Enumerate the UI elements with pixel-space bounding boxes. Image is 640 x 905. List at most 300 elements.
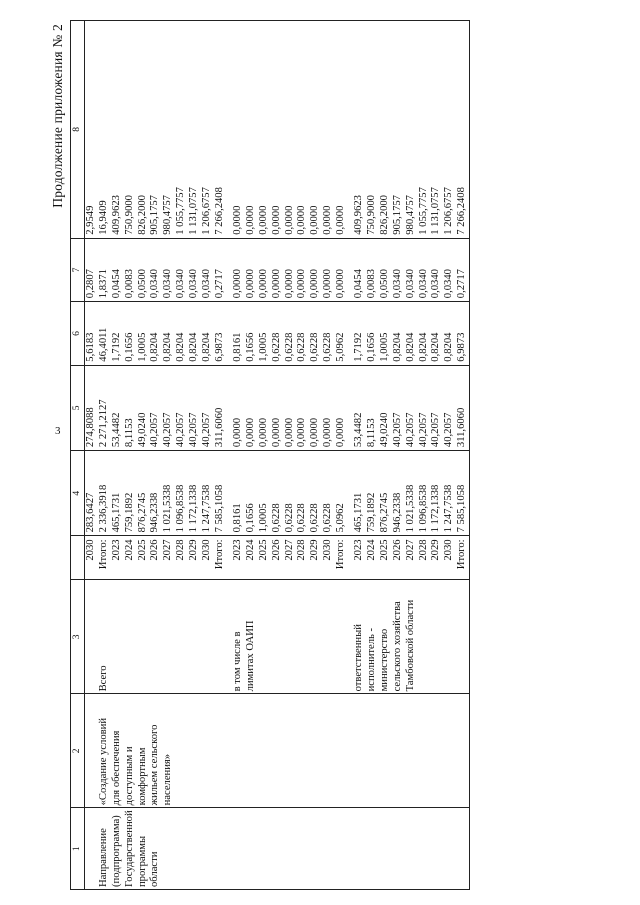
table-cell: 5,0962 bbox=[335, 451, 348, 536]
table-cell: 0,0000 bbox=[296, 365, 309, 450]
table-cell: 0,0340 bbox=[188, 238, 201, 301]
table-row bbox=[84, 21, 97, 890]
table-cell bbox=[456, 580, 469, 694]
table-cell: 750,9000 bbox=[124, 21, 137, 239]
table-cell: 0,0340 bbox=[201, 238, 214, 301]
table-cell: 53,4482 bbox=[353, 365, 366, 450]
table-row bbox=[175, 21, 188, 890]
table-cell: 16,9409 bbox=[98, 21, 111, 239]
table-cell: 0,2717 bbox=[456, 238, 469, 301]
table-cell bbox=[309, 808, 322, 890]
table-cell bbox=[245, 694, 258, 808]
table-cell: 1,7192 bbox=[353, 302, 366, 366]
table-cell: 465,1731 bbox=[111, 451, 124, 536]
table-cell: 2024 bbox=[245, 536, 258, 580]
table-cell bbox=[84, 694, 97, 808]
table-cell bbox=[392, 808, 405, 890]
table-cell: 2029 bbox=[309, 536, 322, 580]
table-cell: 1 247,7538 bbox=[201, 451, 214, 536]
table-cell: 0,0000 bbox=[245, 238, 258, 301]
table-cell: 0,0340 bbox=[175, 238, 188, 301]
table-cell bbox=[392, 694, 405, 808]
table-cell: 2030 bbox=[201, 536, 214, 580]
table-cell: Итого: bbox=[335, 536, 348, 580]
table-cell: 8,1153 bbox=[366, 365, 379, 450]
table-cell bbox=[271, 808, 284, 890]
table-cell bbox=[214, 580, 227, 694]
table-cell: 876,2745 bbox=[137, 451, 150, 536]
table-cell: 0,1656 bbox=[245, 302, 258, 366]
table-cell bbox=[271, 580, 284, 694]
table-cell: 53,4482 bbox=[111, 365, 124, 450]
table-cell: 2026 bbox=[392, 536, 405, 580]
table-cell: 0,6228 bbox=[296, 302, 309, 366]
table-cell: 409,9623 bbox=[353, 21, 366, 239]
table-cell: 1 021,5338 bbox=[405, 451, 418, 536]
table-cell: 0,0454 bbox=[111, 238, 124, 301]
table-cell: 2025 bbox=[258, 536, 271, 580]
table-cell: 905,1757 bbox=[392, 21, 405, 239]
table-cell bbox=[366, 808, 379, 890]
table-cell: Итого: bbox=[456, 536, 469, 580]
table-cell: 40,2057 bbox=[188, 365, 201, 450]
table-cell: 5,0962 bbox=[335, 302, 348, 366]
table-cell bbox=[322, 694, 335, 808]
table-row bbox=[214, 21, 227, 890]
table-cell: 0,1656 bbox=[124, 302, 137, 366]
table-cell: 0,0000 bbox=[322, 365, 335, 450]
table-cell: 0,0454 bbox=[353, 238, 366, 301]
table-cell: 1 131,0757 bbox=[430, 21, 443, 239]
table-cell: 7 266,2408 bbox=[456, 21, 469, 239]
table-cell: 409,9623 bbox=[111, 21, 124, 239]
table-cell: 1,7192 bbox=[111, 302, 124, 366]
column-number-1: 1 bbox=[71, 808, 85, 890]
table-cell: 49,0240 bbox=[379, 365, 392, 450]
table-cell: 2030 bbox=[84, 536, 97, 580]
table-cell: 0,0000 bbox=[309, 21, 322, 239]
table-cell: 0,0000 bbox=[271, 21, 284, 239]
table-cell: 2027 bbox=[405, 536, 418, 580]
table-cell: 40,2057 bbox=[149, 365, 162, 450]
table-cell bbox=[379, 694, 392, 808]
table-cell bbox=[430, 694, 443, 808]
table-cell: 1 172,1338 bbox=[430, 451, 443, 536]
table-cell: Итого: bbox=[214, 536, 227, 580]
table-cell: 0,8204 bbox=[418, 302, 431, 366]
table-cell: 0,0000 bbox=[335, 365, 348, 450]
table-row bbox=[456, 21, 469, 890]
table-cell: 1 055,7757 bbox=[418, 21, 431, 239]
table-cell: в том числе в bbox=[232, 580, 245, 694]
table-cell: 311,6060 bbox=[214, 365, 227, 450]
table-cell: для обеспечения bbox=[111, 694, 124, 808]
table-cell: 0,0340 bbox=[392, 238, 405, 301]
table-cell bbox=[201, 808, 214, 890]
table-cell bbox=[232, 808, 245, 890]
table-cell: 2023 bbox=[111, 536, 124, 580]
table-cell: 0,0083 bbox=[124, 238, 137, 301]
table-cell: 2027 bbox=[162, 536, 175, 580]
table-cell: 0,2807 bbox=[84, 238, 97, 301]
table-row bbox=[124, 21, 137, 890]
finance-table bbox=[70, 20, 470, 890]
table-cell: населения» bbox=[162, 694, 175, 808]
table-cell: 1,0005 bbox=[137, 302, 150, 366]
column-number-3: 3 bbox=[71, 580, 85, 694]
table-cell: 40,2057 bbox=[443, 365, 456, 450]
table-cell: 6,9873 bbox=[214, 302, 227, 366]
table-cell: 1,8371 bbox=[98, 238, 111, 301]
table-cell: 1 021,5338 bbox=[162, 451, 175, 536]
table-cell: 0,8204 bbox=[430, 302, 443, 366]
table-cell bbox=[322, 580, 335, 694]
table-cell bbox=[353, 808, 366, 890]
column-number-2: 2 bbox=[71, 694, 85, 808]
table-row bbox=[353, 21, 366, 890]
table-cell: 0,8204 bbox=[443, 302, 456, 366]
table-cell: 0,0000 bbox=[258, 238, 271, 301]
table-row bbox=[245, 21, 258, 890]
table-cell: 274,8088 bbox=[84, 365, 97, 450]
table-cell: 40,2057 bbox=[162, 365, 175, 450]
table-cell: 40,2057 bbox=[430, 365, 443, 450]
table-cell: 1 096,8538 bbox=[418, 451, 431, 536]
table-cell: 0,0000 bbox=[335, 21, 348, 239]
table-cell: 0,0340 bbox=[405, 238, 418, 301]
table-cell: 40,2057 bbox=[201, 365, 214, 450]
table-row bbox=[366, 21, 379, 890]
table-row bbox=[430, 21, 443, 890]
table-cell: 0,8204 bbox=[201, 302, 214, 366]
table-row bbox=[137, 21, 150, 890]
table-cell bbox=[456, 808, 469, 890]
table-cell: 0,0340 bbox=[418, 238, 431, 301]
table-cell: 0,8204 bbox=[175, 302, 188, 366]
table-cell bbox=[188, 694, 201, 808]
table-cell: 980,4757 bbox=[162, 21, 175, 239]
table-cell bbox=[430, 580, 443, 694]
table-cell: 826,2000 bbox=[137, 21, 150, 239]
table-cell: 0,0000 bbox=[258, 21, 271, 239]
table-row bbox=[284, 21, 297, 890]
table-cell bbox=[175, 694, 188, 808]
table-cell: 750,9000 bbox=[366, 21, 379, 239]
column-number-4 bbox=[71, 536, 85, 580]
table-cell: 2023 bbox=[353, 536, 366, 580]
table-cell: 283,6427 bbox=[84, 451, 97, 536]
table-cell bbox=[296, 808, 309, 890]
table-cell: 826,2000 bbox=[379, 21, 392, 239]
table-cell bbox=[162, 808, 175, 890]
table-row bbox=[258, 21, 271, 890]
table-cell: 0,0340 bbox=[149, 238, 162, 301]
table-cell: 0,0000 bbox=[309, 238, 322, 301]
table-cell: доступным и bbox=[124, 694, 137, 808]
table-cell: 0,8204 bbox=[162, 302, 175, 366]
table-row bbox=[149, 21, 162, 890]
table-cell bbox=[379, 808, 392, 890]
table-cell bbox=[188, 580, 201, 694]
column-number-5: 4 bbox=[71, 451, 85, 536]
table-cell: 311,6060 bbox=[456, 365, 469, 450]
table-cell: 40,2057 bbox=[392, 365, 405, 450]
table-cell: 40,2057 bbox=[405, 365, 418, 450]
table-cell: 0,6228 bbox=[309, 302, 322, 366]
table-cell: 2028 bbox=[418, 536, 431, 580]
table-cell bbox=[175, 580, 188, 694]
table-cell bbox=[430, 808, 443, 890]
table-cell bbox=[284, 580, 297, 694]
table-cell: 0,0000 bbox=[284, 365, 297, 450]
table-cell bbox=[258, 694, 271, 808]
table-cell: 0,0083 bbox=[366, 238, 379, 301]
table-row bbox=[188, 21, 201, 890]
table-row bbox=[443, 21, 456, 890]
table-cell: министерство bbox=[379, 580, 392, 694]
table-cell: 0,8204 bbox=[392, 302, 405, 366]
table-cell bbox=[335, 580, 348, 694]
table-cell: 49,0240 bbox=[137, 365, 150, 450]
table-body bbox=[84, 21, 469, 890]
table-cell bbox=[137, 580, 150, 694]
column-number-6: 5 bbox=[71, 365, 85, 450]
table-cell: 0,0000 bbox=[335, 238, 348, 301]
rotated-page bbox=[52, 20, 600, 890]
table-cell: 0,0000 bbox=[245, 365, 258, 450]
table-cell: 1 206,6757 bbox=[443, 21, 456, 239]
table-cell: 0,0000 bbox=[322, 238, 335, 301]
table-cell: 2030 bbox=[443, 536, 456, 580]
table-cell bbox=[296, 694, 309, 808]
table-cell bbox=[443, 694, 456, 808]
table-cell: 0,0340 bbox=[162, 238, 175, 301]
table-cell bbox=[309, 580, 322, 694]
table-cell: Государственной bbox=[124, 808, 137, 890]
table-row bbox=[296, 21, 309, 890]
table-row bbox=[162, 21, 175, 890]
table-cell: 980,4757 bbox=[405, 21, 418, 239]
table-cell: 0,0000 bbox=[296, 238, 309, 301]
table-cell: 0,8204 bbox=[149, 302, 162, 366]
table-cell: 0,0000 bbox=[232, 21, 245, 239]
table-cell: 946,2338 bbox=[392, 451, 405, 536]
table-cell: 2023 bbox=[232, 536, 245, 580]
table-cell: 0,6228 bbox=[284, 302, 297, 366]
table-cell: 0,0000 bbox=[284, 21, 297, 239]
table-cell: исполнитель - bbox=[366, 580, 379, 694]
table-cell: 0,0000 bbox=[232, 365, 245, 450]
table-cell: 0,6228 bbox=[322, 451, 335, 536]
table-cell: 0,0000 bbox=[309, 365, 322, 450]
table-row bbox=[98, 21, 111, 890]
table-cell: 46,4011 bbox=[98, 302, 111, 366]
table-cell: 2025 bbox=[379, 536, 392, 580]
table-cell: 1,0005 bbox=[258, 302, 271, 366]
table-cell: 0,6228 bbox=[284, 451, 297, 536]
table-cell: 0,0340 bbox=[443, 238, 456, 301]
table-cell bbox=[309, 694, 322, 808]
table-cell bbox=[296, 580, 309, 694]
table-cell bbox=[84, 808, 97, 890]
table-cell: 1 131,0757 bbox=[188, 21, 201, 239]
table-row bbox=[392, 21, 405, 890]
table-cell: комфортным bbox=[137, 694, 150, 808]
table-row bbox=[405, 21, 418, 890]
table-cell bbox=[443, 580, 456, 694]
table-cell: 0,6228 bbox=[309, 451, 322, 536]
table-cell bbox=[335, 694, 348, 808]
table-cell bbox=[232, 694, 245, 808]
table-cell: программы bbox=[137, 808, 150, 890]
table-cell bbox=[405, 694, 418, 808]
table-cell: 0,1656 bbox=[245, 451, 258, 536]
table-cell: 0,0000 bbox=[271, 238, 284, 301]
column-number-7: 6 bbox=[71, 302, 85, 366]
table-cell: 1,0005 bbox=[379, 302, 392, 366]
table-cell bbox=[188, 808, 201, 890]
table-cell: 0,0000 bbox=[232, 238, 245, 301]
table-cell: 0,2717 bbox=[214, 238, 227, 301]
table-cell: 2026 bbox=[149, 536, 162, 580]
table-row bbox=[335, 21, 348, 890]
table-cell: 2027 bbox=[284, 536, 297, 580]
table-cell: 0,8204 bbox=[188, 302, 201, 366]
table-cell: лимитах ОАИП bbox=[245, 580, 258, 694]
table-cell: Всего bbox=[98, 580, 111, 694]
column-number-row bbox=[71, 21, 85, 890]
table-cell: 40,2057 bbox=[418, 365, 431, 450]
table-cell bbox=[418, 580, 431, 694]
table-row bbox=[271, 21, 284, 890]
table-cell: 40,2057 bbox=[175, 365, 188, 450]
table-cell: 6,9873 bbox=[456, 302, 469, 366]
table-cell: 0,0000 bbox=[245, 21, 258, 239]
table-cell bbox=[366, 694, 379, 808]
table-cell: 1 096,8538 bbox=[175, 451, 188, 536]
table-cell: 2029 bbox=[188, 536, 201, 580]
table-cell bbox=[353, 694, 366, 808]
table-row bbox=[322, 21, 335, 890]
table-cell: 0,8161 bbox=[232, 302, 245, 366]
table-cell: 465,1731 bbox=[353, 451, 366, 536]
table-cell bbox=[84, 580, 97, 694]
table-row bbox=[418, 21, 431, 890]
table-cell bbox=[175, 808, 188, 890]
table-cell: 905,1757 bbox=[149, 21, 162, 239]
table-cell: 2029 bbox=[430, 536, 443, 580]
table-cell: 7 266,2408 bbox=[214, 21, 227, 239]
table-cell bbox=[456, 694, 469, 808]
table-row bbox=[111, 21, 124, 890]
table-cell: области bbox=[149, 808, 162, 890]
table-cell bbox=[214, 694, 227, 808]
table-cell bbox=[258, 808, 271, 890]
table-cell bbox=[284, 694, 297, 808]
table-cell: 5,6183 bbox=[84, 302, 97, 366]
table-cell: 2024 bbox=[366, 536, 379, 580]
table-cell: Тамбовской области bbox=[405, 580, 418, 694]
table-cell: 0,0340 bbox=[430, 238, 443, 301]
table-cell bbox=[201, 580, 214, 694]
table-cell bbox=[405, 808, 418, 890]
table-cell: 0,0000 bbox=[258, 365, 271, 450]
table-cell: (подпрограмма) bbox=[111, 808, 124, 890]
table-cell: 1,0005 bbox=[258, 451, 271, 536]
table-cell bbox=[201, 694, 214, 808]
table-cell: 0,0000 bbox=[284, 238, 297, 301]
continuation-heading: Продолжение приложения № 2 bbox=[50, 24, 65, 208]
table-cell bbox=[271, 694, 284, 808]
table-cell: 0,6228 bbox=[322, 302, 335, 366]
table-cell: Направление bbox=[98, 808, 111, 890]
table-row bbox=[379, 21, 392, 890]
table-cell: 2 336,3918 bbox=[98, 451, 111, 536]
table-cell: 0,0000 bbox=[296, 21, 309, 239]
table-cell bbox=[284, 808, 297, 890]
table-cell: 1 247,7538 bbox=[443, 451, 456, 536]
table-cell: 0,8204 bbox=[405, 302, 418, 366]
table-cell bbox=[124, 580, 137, 694]
table-cell: 0,0000 bbox=[322, 21, 335, 239]
table-cell: 0,6228 bbox=[271, 302, 284, 366]
table-cell: Итого: bbox=[98, 536, 111, 580]
table-cell: 759,1892 bbox=[124, 451, 137, 536]
table-cell bbox=[335, 808, 348, 890]
page-number: 3 bbox=[55, 425, 61, 437]
margin-mark bbox=[0, 385, 3, 515]
table-cell: 0,0500 bbox=[137, 238, 150, 301]
table-cell: 0,1656 bbox=[366, 302, 379, 366]
table-cell: 2024 bbox=[124, 536, 137, 580]
table-cell: 2,9549 bbox=[84, 21, 97, 239]
table-cell: «Создание условий bbox=[98, 694, 111, 808]
table-cell: 2030 bbox=[322, 536, 335, 580]
table-cell: 1 172,1338 bbox=[188, 451, 201, 536]
table-row bbox=[309, 21, 322, 890]
table-cell: 0,0500 bbox=[379, 238, 392, 301]
table-cell bbox=[322, 808, 335, 890]
table-cell: 2026 bbox=[271, 536, 284, 580]
table-cell: жильем сельского bbox=[149, 694, 162, 808]
table-cell: 946,2338 bbox=[149, 451, 162, 536]
table-cell: 8,1153 bbox=[124, 365, 137, 450]
table-cell bbox=[214, 808, 227, 890]
table-cell: 876,2745 bbox=[379, 451, 392, 536]
table-cell: 2028 bbox=[296, 536, 309, 580]
table-cell bbox=[418, 808, 431, 890]
table-cell: 0,6228 bbox=[296, 451, 309, 536]
table-cell: ответственный bbox=[353, 580, 366, 694]
table-cell bbox=[162, 580, 175, 694]
table-cell bbox=[443, 808, 456, 890]
table-cell: 2028 bbox=[175, 536, 188, 580]
table-cell bbox=[111, 580, 124, 694]
table-cell: 2 271,2127 bbox=[98, 365, 111, 450]
table-cell: 1 055,7757 bbox=[175, 21, 188, 239]
table-row bbox=[232, 21, 245, 890]
table-cell: 0,8161 bbox=[232, 451, 245, 536]
column-number-8: 7 bbox=[71, 238, 85, 301]
table-cell: 0,0000 bbox=[271, 365, 284, 450]
table-cell: 2025 bbox=[137, 536, 150, 580]
table-cell: 759,1892 bbox=[366, 451, 379, 536]
table-cell: 7 585,1058 bbox=[456, 451, 469, 536]
table-cell: сельского хозяйства bbox=[392, 580, 405, 694]
table-cell: 7 585,1058 bbox=[214, 451, 227, 536]
table-cell bbox=[258, 580, 271, 694]
table-cell: 1 206,6757 bbox=[201, 21, 214, 239]
